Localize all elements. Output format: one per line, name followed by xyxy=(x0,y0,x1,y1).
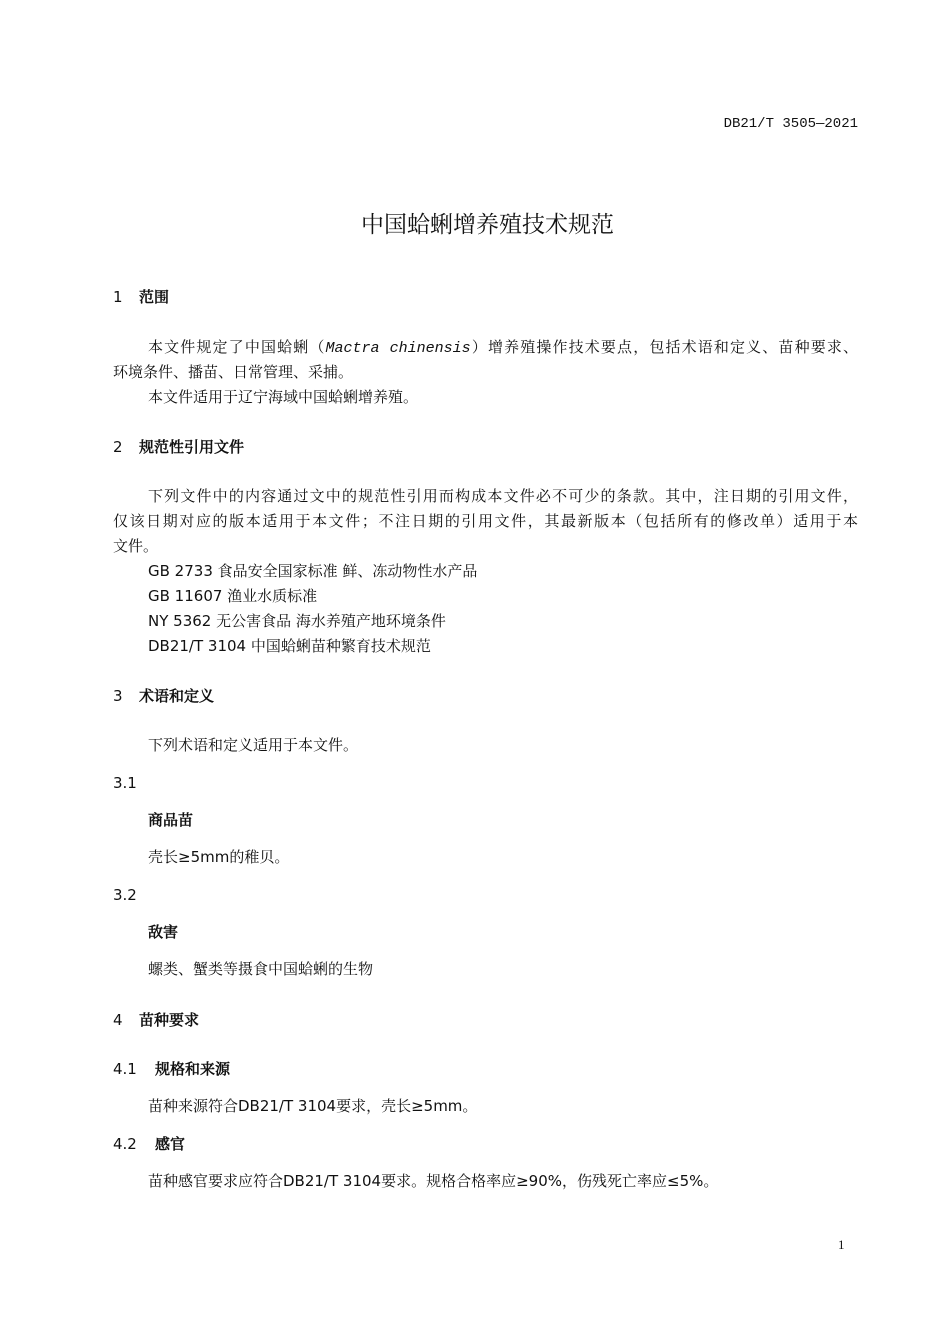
section-2-heading xyxy=(113,437,244,457)
paragraph-line: 下列文件中的内容通过文中的规范性引用而构成本文件必不可少的条款。其中，注日期的引用文件， xyxy=(148,487,858,505)
section-number: 4.1 xyxy=(113,1060,137,1078)
section-1-heading xyxy=(113,287,169,307)
term-number: 3.2 xyxy=(113,886,137,904)
paragraph-line: 下列术语和定义适用于本文件。 xyxy=(148,736,359,754)
section-title: 苗种要求 xyxy=(139,1011,200,1029)
paragraph-line: 苗种来源符合DB21/T 3104要求，壳长≥5mm。 xyxy=(148,1097,478,1115)
section-title: 规范性引用文件 xyxy=(139,438,245,456)
section-number: 4 xyxy=(113,1011,123,1029)
section-number: 2 xyxy=(113,438,123,456)
section-title: 规格和来源 xyxy=(155,1060,231,1078)
reference-item: NY 5362 无公害食品 海水养殖产地环境条件 xyxy=(148,612,446,630)
section-title: 范围 xyxy=(139,288,170,306)
page-title: 中国蛤蜊增养殖技术规范 xyxy=(361,212,614,238)
term-definition: 壳长≥5mm的稚贝。 xyxy=(148,848,290,866)
section-number: 1 xyxy=(113,288,123,306)
page-number: 1 xyxy=(838,1237,845,1252)
section-4-heading xyxy=(113,1010,199,1030)
section-3-heading xyxy=(113,686,214,706)
paragraph-line: 本文件适用于辽宁海域中国蛤蜊增养殖。 xyxy=(148,388,419,406)
section-title: 感官 xyxy=(155,1135,186,1153)
paragraph-line: 仅该日期对应的版本适用于本文件；不注日期的引用文件，其最新版本（包括所有的修改单）适用于本 xyxy=(113,512,858,530)
reference-item: GB 2733 食品安全国家标准 鲜、冻动物性水产品 xyxy=(148,562,478,580)
section-number: 3 xyxy=(113,687,123,705)
reference-item: DB21/T 3104 中国蛤蜊苗种繁育技术规范 xyxy=(148,637,431,655)
term-name: 敌害 xyxy=(148,923,179,941)
paragraph-line: 苗种感官要求应符合DB21/T 3104要求。规格合格率应≥90%，伤残死亡率应≤5%。 xyxy=(148,1172,719,1190)
section-title: 术语和定义 xyxy=(139,687,215,705)
paragraph-line: 环境条件、播苗、日常管理、采捕。 xyxy=(113,363,354,381)
term-number: 3.1 xyxy=(113,774,137,792)
section-number: 4.2 xyxy=(113,1135,137,1153)
term-name: 商品苗 xyxy=(148,811,194,829)
subsection-4-1-heading xyxy=(113,1059,230,1079)
document-code: DB21/T 3505—2021 xyxy=(723,116,858,132)
reference-item: GB 11607 渔业水质标准 xyxy=(148,587,318,605)
paragraph-line: 本文件规定了中国蛤蜊（Mactra chinensis）增养殖操作技术要点，包括术语和定义、苗种要求、 xyxy=(148,338,858,357)
term-definition: 螺类、蟹类等摄食中国蛤蜊的生物 xyxy=(148,960,374,978)
subsection-4-2-heading xyxy=(113,1134,185,1154)
paragraph-line: 文件。 xyxy=(113,537,159,555)
